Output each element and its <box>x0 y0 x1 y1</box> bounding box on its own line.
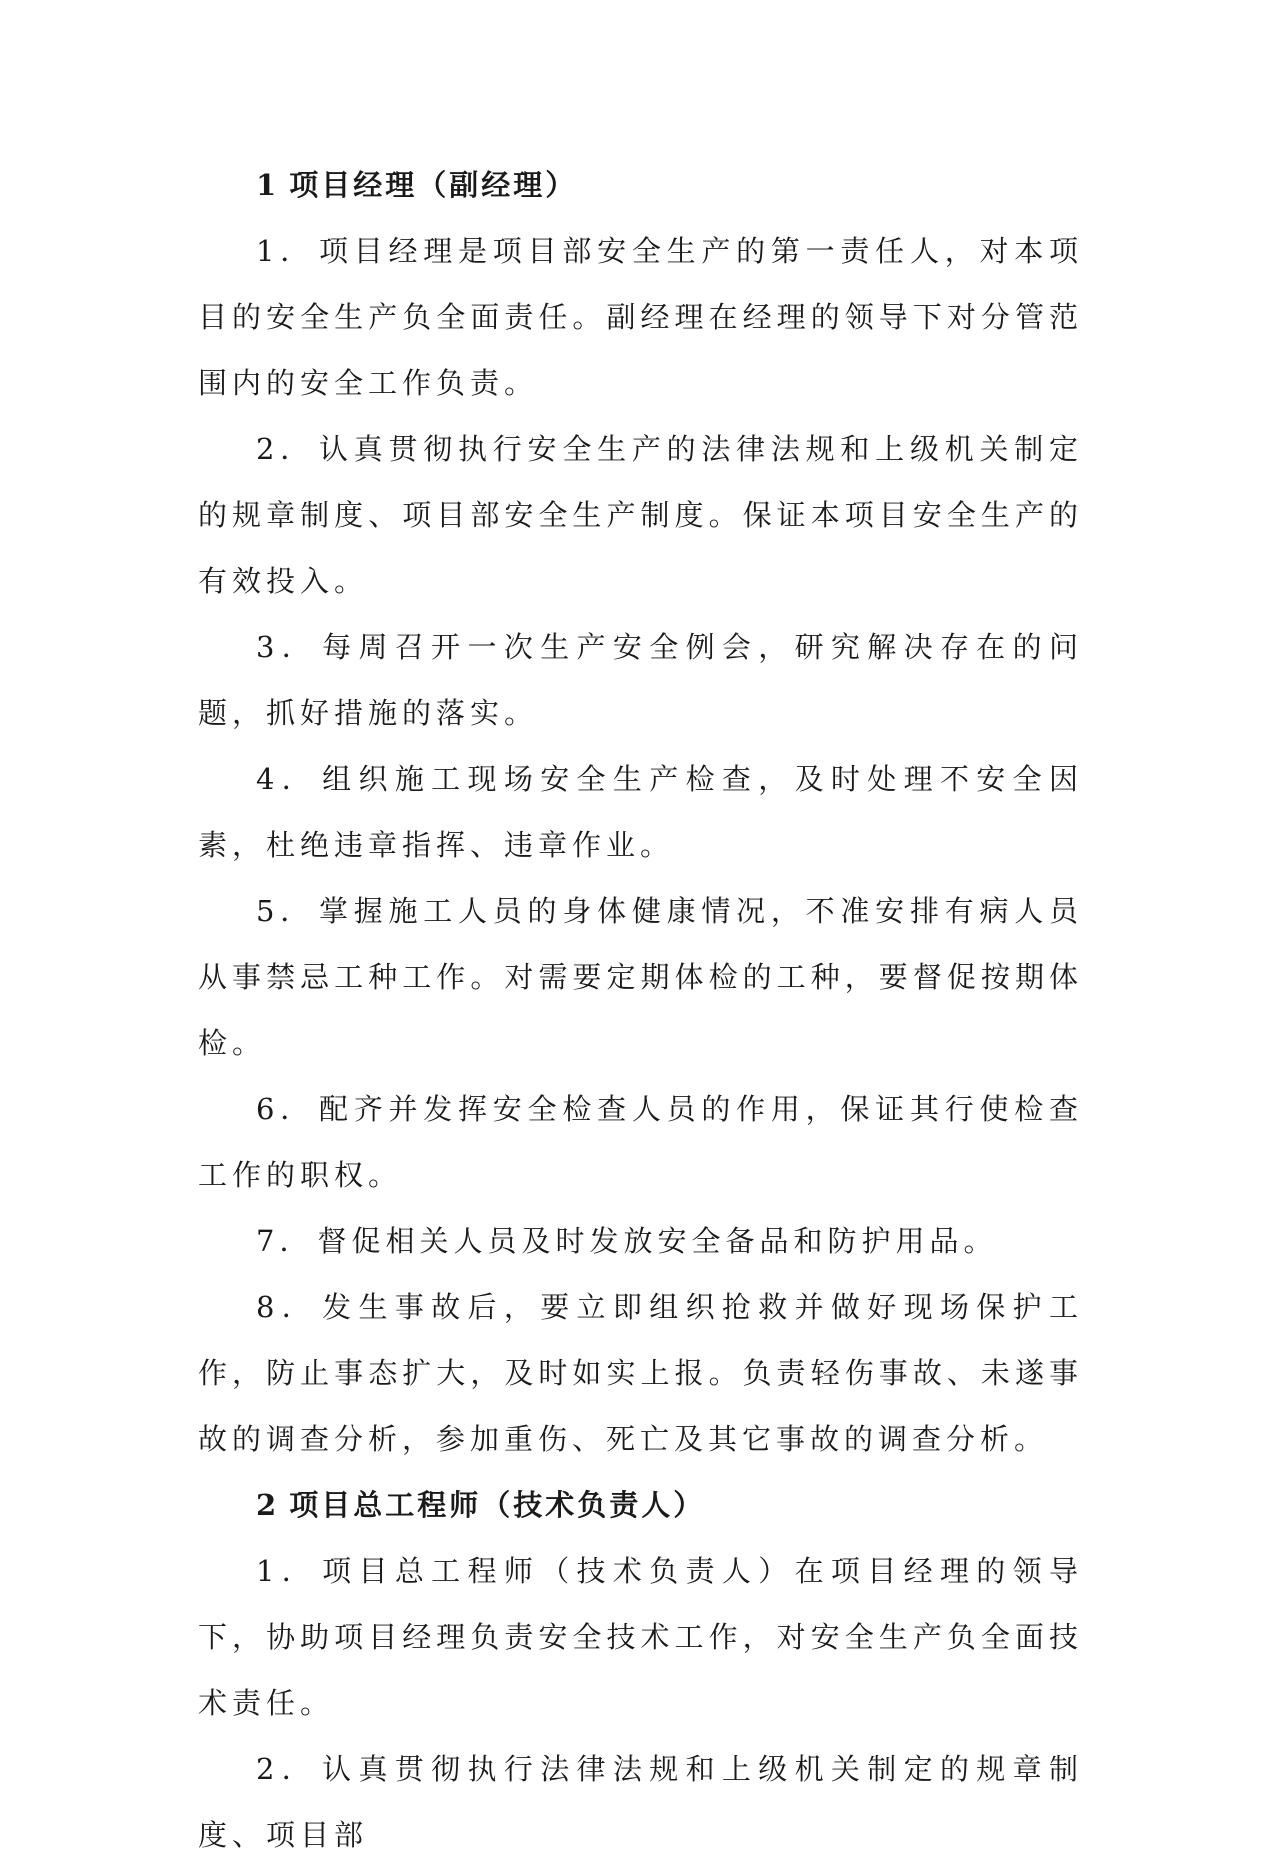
section-number: 1 <box>256 168 280 202</box>
list-item <box>198 416 1083 614</box>
section-title: 项目总工程师（技术负责人） <box>289 1488 706 1522</box>
item-number: 5． <box>256 894 315 928</box>
list-item <box>198 1208 1083 1274</box>
section-title: 项目经理（副经理） <box>289 168 578 202</box>
item-number: 6． <box>256 1092 315 1126</box>
item-text: 项目经理是项目部安全生产的第一责任人，对本项目的安全生产负全面责任。副经理在经理的领导下对分管范围内的安全工作负责。 <box>198 234 1083 400</box>
list-item <box>198 1274 1083 1472</box>
item-text: 督促相关人员及时发放安全备品和防护用品。 <box>317 1224 998 1258</box>
list-item <box>198 218 1083 416</box>
list-item <box>198 878 1083 1076</box>
list-item <box>198 746 1083 878</box>
item-number: 7． <box>256 1224 314 1258</box>
section-heading-2 <box>198 1472 1083 1538</box>
item-text: 每周召开一次生产安全例会，研究解决存在的问题，抓好措施的落实。 <box>198 630 1083 730</box>
item-text: 项目总工程师（技术负责人）在项目经理的领导下，协助项目经理负责安全技术工作，对安全生产负全面技术责任。 <box>198 1554 1083 1720</box>
item-text: 发生事故后，要立即组织抢救并做好现场保护工作，防止事态扩大，及时如实上报。负责轻伤事故、未遂事故的调查分析，参加重伤、死亡及其它事故的调查分析。 <box>198 1290 1083 1456</box>
list-item <box>198 1736 1083 1868</box>
list-item <box>198 1538 1083 1736</box>
section-number: 2 <box>256 1488 280 1522</box>
item-number: 1． <box>256 234 315 268</box>
list-item <box>198 1076 1083 1208</box>
item-number: 8． <box>256 1290 319 1324</box>
document-page <box>198 152 1083 1868</box>
item-text: 掌握施工人员的身体健康情况，不准安排有病人员从事禁忌工种工作。对需要定期体检的工种，要督促按期体检。 <box>198 894 1083 1060</box>
item-text: 认真贯彻执行安全生产的法律法规和上级机关制定的规章制度、项目部安全生产制度。保证本项目安全生产的有效投入。 <box>198 432 1083 598</box>
item-text: 配齐并发挥安全检查人员的作用，保证其行使检查工作的职权。 <box>198 1092 1083 1192</box>
item-number: 3． <box>256 630 319 664</box>
item-number: 1． <box>256 1554 319 1588</box>
list-item <box>198 614 1083 746</box>
item-text: 组织施工现场安全生产检查，及时处理不安全因素，杜绝违章指挥、违章作业。 <box>198 762 1083 862</box>
item-number: 2． <box>256 432 315 466</box>
section-heading-1 <box>198 152 1083 218</box>
item-text: 认真贯彻执行法律法规和上级机关制定的规章制度、项目部 <box>198 1752 1083 1852</box>
item-number: 4． <box>256 762 319 796</box>
item-number: 2． <box>256 1752 319 1786</box>
